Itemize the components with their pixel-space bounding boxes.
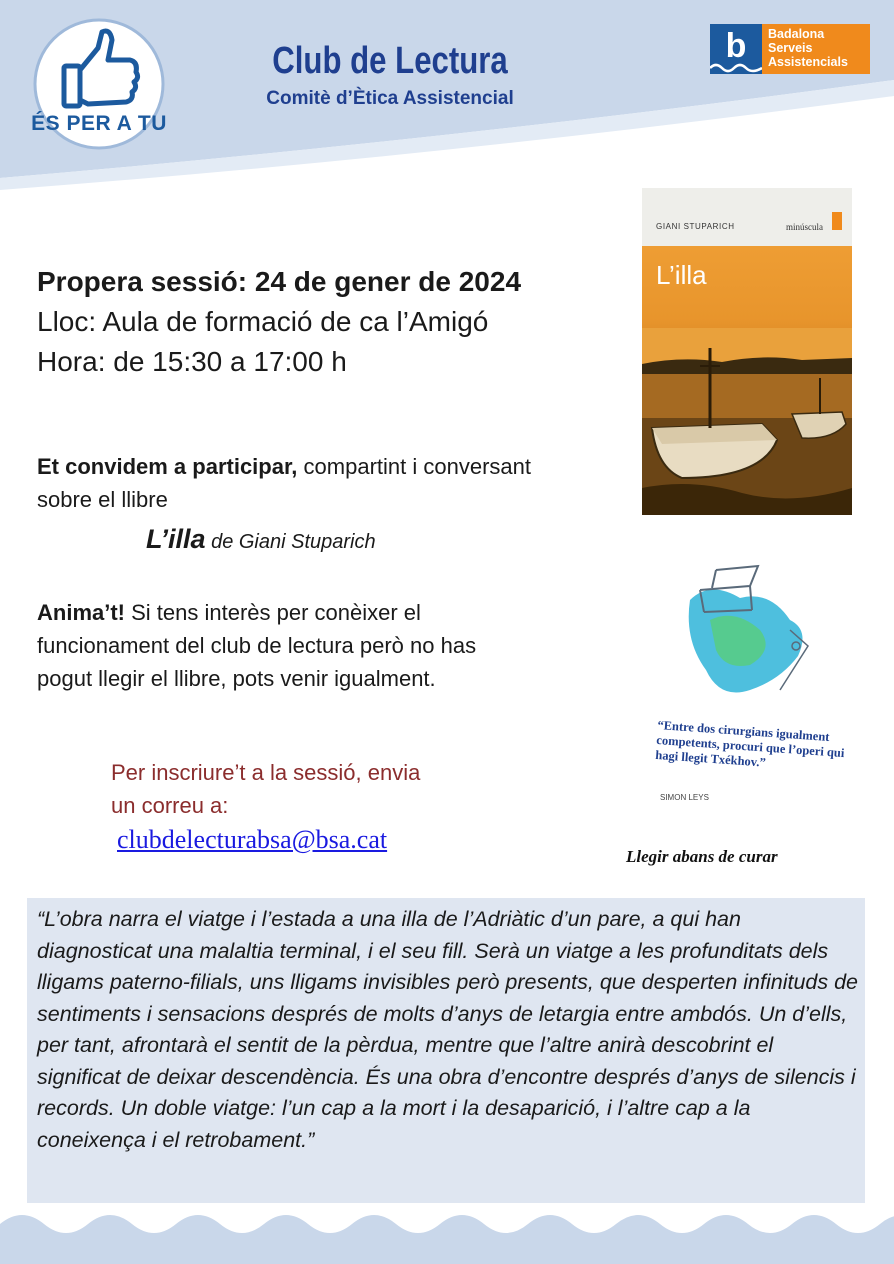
cover-header — [642, 188, 852, 246]
summary-text: “L’obra narra el viatge i l’estada a una illa de l’Adriàtic d’un pare, a qui han diagnosticat una malaltia terminal, i el seu fill. Serà un viatge a les profunditats dels lligams paterno-filials, uns lligams invisibles però presents, que desperten infinituds de sentiments i sensacions després de molts d’anys de letargia entre ambdós. Un d’ells, per tant, afrontarà el sentit de la pèrdua, mentre que l’altre anirà descobrint el significat de deixar descendència. És una obra d’encontre després d’anys de silencis i records. Un doble viatge: l’un cap a la mort i la desaparició, i l’altre cap a la coneixença i el retrobament.” — [37, 907, 859, 1152]
book-author: Giani Stuparich — [238, 531, 376, 553]
cover-publisher: minúscula — [786, 222, 823, 232]
wave-icon — [710, 60, 762, 74]
page-subtitle: Comitè d’Ètica Assistencial — [266, 88, 514, 109]
page-title: Club de Lectura — [272, 40, 508, 82]
chair-illustration-image — [680, 560, 830, 720]
bsa-line-3: Assistencials — [768, 55, 848, 69]
bsa-line-2: Serveis — [768, 41, 813, 55]
session-place: Lloc: Aula de formació de ca l’Amigó — [37, 306, 489, 337]
signup-line-1: Per inscriure’t a la sessió, envia — [111, 760, 421, 785]
encourage-paragraph — [37, 596, 537, 695]
bsa-logo — [710, 24, 870, 74]
encourage-text: Si tens interès per conèixer el funcionament del club de lectura però no has pogut llegir el llibre, pots venir igualment. — [37, 600, 477, 691]
bsa-logo-mark — [710, 24, 762, 74]
book-title: L’illa — [146, 524, 206, 554]
footer-waves — [0, 1204, 894, 1264]
bsa-logo-letter: b — [725, 27, 747, 65]
side-book-caption: Llegir abans de curar — [626, 847, 778, 866]
slogan-text: ÉS PER A TU — [31, 112, 167, 135]
book-de: de — [205, 531, 239, 553]
session-time: Hora: de 15:30 a 17:00 h — [37, 346, 347, 377]
side-quote-text: “Entre dos cirurgians igualment competents, procuri que l’operi qui hagi llegit Txékhov.” — [654, 718, 845, 770]
encourage-bold: Anima’t! — [37, 600, 125, 625]
book-reference — [146, 524, 376, 555]
boat-scene-image — [642, 328, 852, 515]
thumbs-up-icon — [18, 12, 180, 162]
summary-box — [27, 898, 865, 1203]
invite-bold: Et convidem a participar, — [37, 454, 298, 479]
session-info — [37, 262, 521, 382]
invite-text: compartint i conversant sobre el llibre — [37, 454, 531, 512]
side-quote — [640, 710, 850, 820]
cover-title: L’illa — [656, 260, 707, 290]
email-link[interactable]: clubdelecturabsa@bsa.cat — [117, 825, 388, 854]
book-cover-image — [642, 188, 852, 515]
cover-author: GIANI STUPARICH — [656, 222, 735, 231]
side-quote-author: SIMON LEYS — [660, 793, 709, 802]
session-date: Propera sessió: 24 de gener de 2024 — [37, 266, 522, 297]
publisher-logo-icon — [832, 212, 842, 230]
invite-paragraph — [37, 450, 557, 516]
bsa-logo-text — [768, 27, 848, 69]
signup-text — [111, 756, 531, 822]
bsa-line-1: Badalona — [768, 27, 825, 41]
signup-line-2: un correu a: — [111, 793, 229, 818]
